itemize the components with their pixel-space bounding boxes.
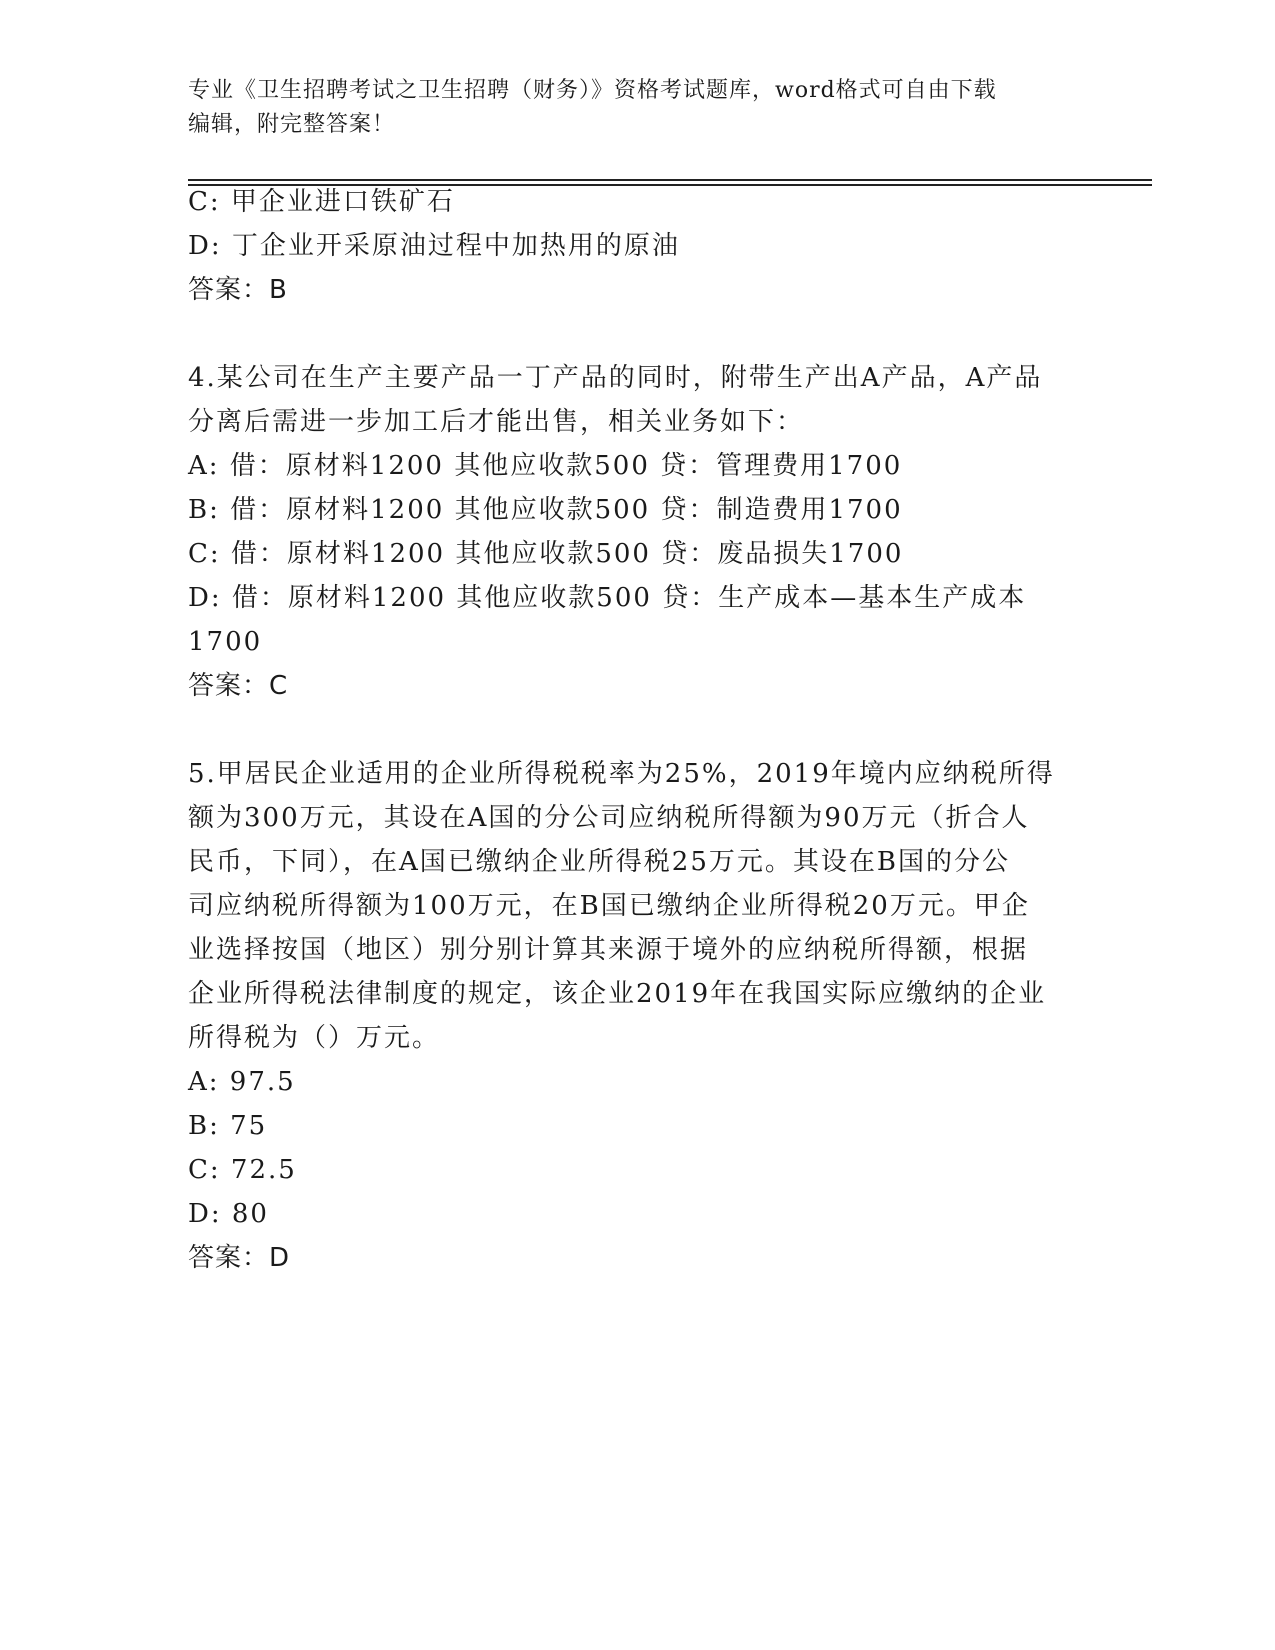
- q5-answer: 答案：D: [188, 1243, 291, 1273]
- header-line-2: 编辑，附完整答案！: [188, 112, 396, 137]
- q5-option-b: B: 75: [188, 1111, 268, 1141]
- q4-option-d-line-1: D: 借：原材料1200 其他应收款500 贷：生产成本—基本生产成本: [188, 583, 1027, 613]
- q5-option-a: A: 97.5: [188, 1067, 296, 1097]
- q4-stem-line-2: 分离后需进一步加工后才能出售，相关业务如下：: [188, 407, 805, 437]
- q4-answer: 答案：C: [188, 671, 289, 701]
- q5-stem-line-6: 企业所得税法律制度的规定，该企业2019年在我国实际应缴纳的企业: [188, 979, 1047, 1009]
- q5-option-c: C: 72.5: [188, 1155, 297, 1185]
- q4-option-d-line-2: 1700: [188, 627, 263, 657]
- q4-stem-line-1: 4.某公司在生产主要产品一丁产品的同时，附带生产出A产品，A产品: [188, 363, 1043, 393]
- q3-option-c: C: 甲企业进口铁矿石: [188, 187, 455, 217]
- q5-stem-line-1: 5.甲居民企业适用的企业所得税税率为25%，2019年境内应纳税所得: [188, 759, 1055, 789]
- header-line-1: 专业《卫生招聘考试之卫生招聘（财务）》资格考试题库，word格式可自由下载: [188, 78, 997, 103]
- header-divider-top: [188, 179, 1152, 181]
- document-header: [188, 74, 1088, 142]
- q5-stem-line-5: 业选择按国（地区）别分别计算其来源于境外的应纳税所得额，根据: [188, 935, 1029, 965]
- q5-option-d: D: 80: [188, 1199, 269, 1229]
- q5-stem-line-3: 民币，下同），在A国已缴纳企业所得税25万元。其设在B国的分公: [188, 847, 1010, 877]
- q3-answer: 答案：B: [188, 275, 288, 305]
- q4-option-b: B: 借：原材料1200 其他应收款500 贷：制造费用1700: [188, 495, 903, 525]
- q3-option-d: D: 丁企业开采原油过程中加热用的原油: [188, 231, 680, 261]
- q4-option-c: C: 借：原材料1200 其他应收款500 贷：废品损失1700: [188, 539, 904, 569]
- q4-option-a: A: 借：原材料1200 其他应收款500 贷：管理费用1700: [188, 451, 903, 481]
- q5-stem-line-4: 司应纳税所得额为100万元，在B国已缴纳企业所得税20万元。甲企: [188, 891, 1030, 921]
- q5-stem-line-7: 所得税为（）万元。: [188, 1023, 441, 1053]
- q5-stem-line-2: 额为300万元，其设在A国的分公司应纳税所得额为90万元（折合人: [188, 803, 1030, 833]
